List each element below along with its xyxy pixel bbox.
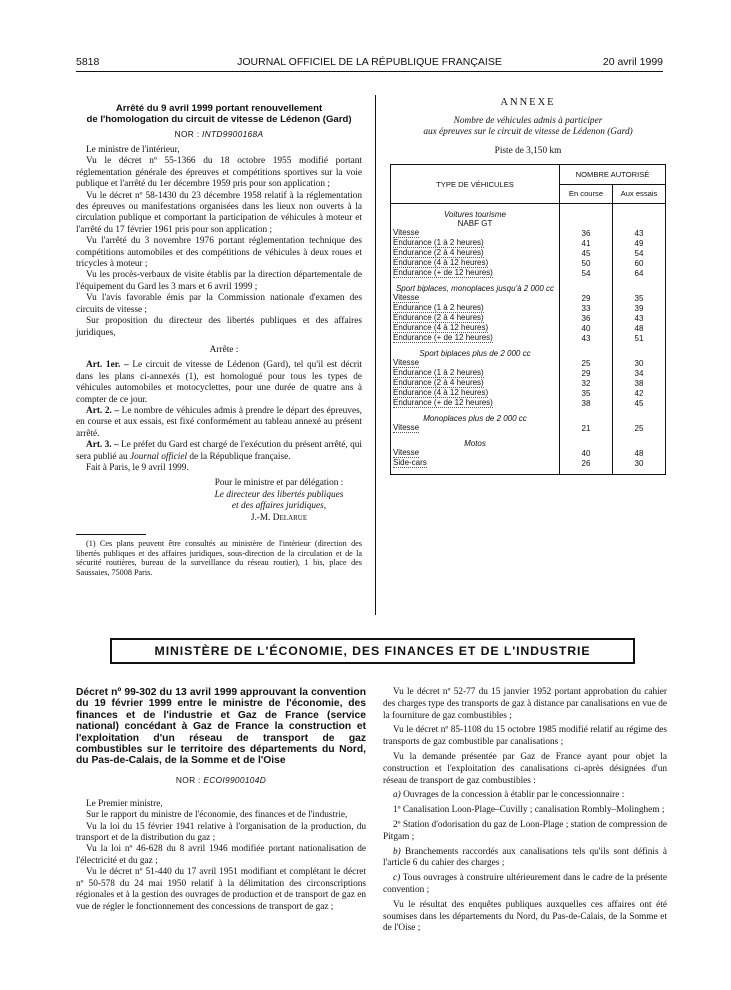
vehicle-type-cell: Endurance (4 à 12 heures) <box>393 388 489 397</box>
course-cell: 26 <box>560 458 613 468</box>
course-cell: 54 <box>560 268 613 278</box>
arrete-para: Sur proposition du directeur des libertés publiques et des affaires juridiques, <box>76 316 362 338</box>
col-group-header: NOMBRE AUTORISÉ <box>560 165 666 185</box>
essais-cell: 30 <box>613 358 666 368</box>
table-row <box>391 423 666 433</box>
vehicle-group-row <box>391 204 666 229</box>
arrete-para: Le ministre de l'intérieur, <box>86 145 180 155</box>
column-divider <box>375 95 376 615</box>
course-cell: 45 <box>560 248 613 258</box>
decret-title: Décret nº 99-302 du 13 avril 1999 approuvant la convention du 19 février 1999 entre le ministre de l'économie, des finances et de l'industrie et Gaz de France (service national) concédant à Gaz de France la construction et l'exploitation d'un réseau de transport de gaz combustibles sur le territoire des départements du Nord, du Pas-de-Calais, de la Somme et de l'Oise <box>76 687 366 767</box>
decret-para: Vu la demande présentée par Gaz de France ayant pour objet la construction et l'exploitation des canalisations ci-après désignées d'un réseau de transport de gaz combustibles : <box>383 751 667 786</box>
header-rule <box>76 71 663 72</box>
vehicle-type-cell: Side-cars <box>393 458 427 467</box>
arrete-para: Vu l'avis favorable émis par la Commission nationale d'examen des circuits de vitesse ; <box>76 293 362 315</box>
essais-cell: 42 <box>613 388 666 398</box>
annexe-section <box>390 97 666 475</box>
decret-nor: NOR : ECOI9900104D <box>175 774 267 785</box>
vehicle-type-cell: Endurance (2 à 4 heures) <box>393 313 484 322</box>
vehicle-type-cell: Vitesse <box>393 423 420 432</box>
annexe-subtitle: Nombre de véhicules admis à participer aux épreuves sur le circuit de vitesse de Lédenon (Gard) <box>423 116 633 137</box>
essais-cell: 35 <box>613 293 666 303</box>
table-row <box>391 268 666 278</box>
vehicle-group-title: Monoplaces plus de 2 000 cc <box>423 414 527 423</box>
essais-cell: 51 <box>613 333 666 343</box>
ministry-banner: MINISTÈRE DE L'ÉCONOMIE, DES FINANCES ET DE L'INDUSTRIE <box>110 638 635 664</box>
footnote: (1) Ces plans peuvent être consultés au ministère de l'intérieur (direction des libertés publiques et des affaires juridiques, sous-direction de la circulation et de la sécurité routières, bureau de la surveillance du réseau routier), 1 bis, place des Saussaies, 75008 Paris. <box>76 539 362 577</box>
vehicle-type-cell: Endurance (2 à 4 heures) <box>393 248 484 257</box>
course-cell: 33 <box>560 303 613 313</box>
essais-cell: 34 <box>613 368 666 378</box>
course-cell: 40 <box>560 323 613 333</box>
page-number: 5818 <box>76 56 100 68</box>
article-1: Art. 1er. – Le circuit de vitesse de Lédenon (Gard), tel qu'il est décrit dans les plans ci-annexés (1), est homologué pour tous les types de véhicules automobiles et motocyclettes, pour une durée de quatre ans à compter de ce jour. <box>76 360 363 405</box>
course-cell: 25 <box>560 358 613 368</box>
arrete-para: Vu les procès-verbaux de visite établis par la direction départementale de l'équipement du Gard les 3 mars et 6 avril 1999 ; <box>76 270 362 292</box>
decret-para: 1º Canalisation Loon-Plage–Cuvilly ; canalisation Rombly–Molinghem ; <box>393 805 665 816</box>
issue-date: 20 avril 1999 <box>602 56 663 68</box>
col-course-header: En course <box>560 184 613 204</box>
course-cell: 29 <box>560 368 613 378</box>
col-essais-header: Aux essais <box>613 184 666 204</box>
table-row <box>391 398 666 408</box>
essais-cell: 64 <box>613 268 666 278</box>
article-2: Art. 2. – Le nombre de véhicules admis à prendre le départ des épreuves, en course et aux essais, est fixé conformément au tableau annexé au présent arrêté. <box>76 405 363 439</box>
arrete-para: Vu l'arrêté du 3 novembre 1976 portant réglementation technique des compétitions automobiles et des compétitions de véhicules à deux roues et tricycles à moteur ; <box>76 236 362 270</box>
vehicle-group-row <box>391 343 666 358</box>
essais-cell: 43 <box>613 228 666 238</box>
table-row <box>391 238 666 248</box>
essais-cell: 48 <box>613 323 666 333</box>
vehicle-group-title: Sport biplaces plus de 2 000 cc <box>419 349 531 358</box>
vehicle-group-title: Sport biplaces, monoplaces jusqu'à 2 000 cc <box>395 284 555 293</box>
table-row <box>391 323 666 333</box>
course-cell: 29 <box>560 293 613 303</box>
article-3: Art. 3. – Le préfet du Gard est chargé de l'exécution du présent arrêté, qui sera publié au Journal officiel de la République française. <box>76 440 363 462</box>
vehicle-type-cell: Endurance (1 à 2 heures) <box>393 238 484 247</box>
annexe-heading: ANNEXE <box>500 97 556 108</box>
vehicle-group-row <box>391 278 666 293</box>
decret-section-left <box>76 687 366 913</box>
table-row <box>391 458 666 468</box>
course-cell: 35 <box>560 388 613 398</box>
essais-cell: 38 <box>613 378 666 388</box>
vehicle-group-row <box>391 433 666 448</box>
course-cell: 50 <box>560 258 613 268</box>
vehicle-type-cell: Vitesse <box>393 358 420 367</box>
decret-para: c) Tous ouvrages à construire ultérieurement dans le cadre de la présente convention ; <box>383 873 668 895</box>
vehicle-type-cell: Vitesse <box>393 293 420 302</box>
annexe-table <box>390 164 666 475</box>
table-row <box>391 303 666 313</box>
vehicle-type-cell: Vitesse <box>393 228 420 237</box>
col-type-header: TYPE DE VÉHICULES <box>391 165 560 204</box>
arrete-section <box>76 103 362 577</box>
page-header <box>76 56 663 68</box>
course-cell: 43 <box>560 333 613 343</box>
vehicle-group-row <box>391 408 666 423</box>
vehicle-type-cell: Endurance (4 à 12 heures) <box>393 323 489 332</box>
decret-para: Vu le décret nº 52-77 du 15 janvier 1952 portant approbation du cahier des charges type des transports de gaz à distance par canalisations en vue de la fourniture de gaz combustibles ; <box>383 687 667 721</box>
table-row <box>391 358 666 368</box>
essais-cell: 25 <box>613 423 666 433</box>
decret-para: Vu le décret nº 85-1108 du 15 octobre 1985 modifié relatif au régime des transports de gaz combustible par canalisations ; <box>383 725 667 748</box>
vehicle-type-cell: Endurance (+ de 12 heures) <box>393 268 493 277</box>
decret-para: Le Premier ministre, <box>86 798 163 809</box>
course-cell: 40 <box>560 448 613 458</box>
arrete-para: Vu le décret nº 55-1366 du 18 octobre 1955 modifié portant réglementation générale des épreuves et compétitions sportives sur la voie publique et l'arrêté du 1er décembre 1959 pris pour son application ; <box>76 156 362 190</box>
course-cell: 41 <box>560 238 613 248</box>
course-cell: 36 <box>560 228 613 238</box>
vehicle-type-cell: Endurance (1 à 2 heures) <box>393 303 484 312</box>
piste-length: Piste de 3,150 km <box>494 146 562 156</box>
vehicle-type-cell: Endurance (+ de 12 heures) <box>393 398 493 407</box>
journal-title: JOURNAL OFFICIEL DE LA RÉPUBLIQUE FRANÇAISE <box>237 56 502 68</box>
fait-a: Fait à Paris, le 9 avril 1999. <box>86 462 189 473</box>
decret-para: b) Branchements raccordés aux canalisations tels qu'ils sont définis à l'article 6 du cahier des charges ; <box>383 846 667 869</box>
table-row <box>391 448 666 458</box>
table-row <box>391 368 666 378</box>
decret-para: Sur le rapport du ministre de l'économie, des finances et de l'industrie, <box>86 810 348 821</box>
table-row <box>391 313 666 323</box>
vehicle-group-title: Voitures tourisme NABF GT <box>444 210 506 228</box>
table-row <box>391 228 666 238</box>
essais-cell: 39 <box>613 303 666 313</box>
arrete-title: Arrêté du 9 avril 1999 portant renouvellement de l'homologation du circuit de vitesse de Lédenon (Gard) <box>86 103 352 125</box>
decret-section-right <box>383 687 667 935</box>
table-row <box>391 378 666 388</box>
essais-cell: 30 <box>613 458 666 468</box>
decret-para: Vu le décret nº 51-440 du 17 avril 1951 modifiant et complétant le décret nº 50-578 du 24 mai 1950 relatif à la délimitation des circonscriptions régionales et à la gestion des ouvrages de production et de transport de gaz en vue de régler le fonctionnement des concessions de transport de gaz ; <box>76 867 366 912</box>
arrete-para: Vu le décret nº 58-1430 du 23 décembre 1958 relatif à la réglementation des épreuves ou manifestations organisées dans les lieux non ouverts à la circulation publique et comportant la participation de véhicules à moteur et l'arrêté du 17 février 1961 pris pour son application ; <box>76 190 362 235</box>
essais-cell: 45 <box>613 398 666 408</box>
signature-block: Pour le ministre et par délégation : Le directeur des libertés publiques et des affaires juridiques, J.-M. Delarue <box>214 478 344 523</box>
table-row <box>391 258 666 268</box>
decret-para: Vu le résultat des enquêtes publiques auxquelles ces affaires ont été soumises dans les départements du Nord, du Pas-de-Calais, de la Somme et de l'Oise ; <box>383 899 667 934</box>
vehicle-type-cell: Vitesse <box>393 448 420 457</box>
table-row <box>391 248 666 258</box>
decret-para: a) Ouvrages de la concession à établir par le concessionnaire : <box>393 790 625 801</box>
vehicle-type-cell: Endurance (4 à 12 heures) <box>393 258 489 267</box>
course-cell: 36 <box>560 313 613 323</box>
course-cell: 38 <box>560 398 613 408</box>
essais-cell: 43 <box>613 313 666 323</box>
essais-cell: 60 <box>613 258 666 268</box>
vehicle-type-cell: Endurance (1 à 2 heures) <box>393 368 484 377</box>
arrete-label: Arrête : <box>209 344 239 355</box>
vehicle-type-cell: Endurance (2 à 4 heures) <box>393 378 484 387</box>
table-row <box>391 333 666 343</box>
vehicle-type-cell: Endurance (+ de 12 heures) <box>393 333 493 342</box>
table-row <box>391 293 666 303</box>
essais-cell: 49 <box>613 238 666 248</box>
vehicle-group-title: Motos <box>464 439 486 448</box>
course-cell: 32 <box>560 378 613 388</box>
essais-cell: 54 <box>613 248 666 258</box>
essais-cell: 48 <box>613 448 666 458</box>
table-row <box>391 388 666 398</box>
decret-para: 2º Station d'odorisation du gaz de Loon-Plage ; station de compression de Pitgam ; <box>383 819 667 842</box>
decret-para: Vu la loi nº 46-628 du 8 avril 1946 modifiée portant nationalisation de l'électricité et du gaz ; <box>76 844 366 866</box>
footnote-rule <box>76 534 146 535</box>
arrete-nor: NOR : INTD9900168A <box>174 129 264 139</box>
table-spacer <box>391 468 666 475</box>
decret-para: Vu la loi du 15 février 1941 relative à l'organisation de la production, du transport et de la distribution du gaz ; <box>76 821 366 844</box>
course-cell: 21 <box>560 423 613 433</box>
